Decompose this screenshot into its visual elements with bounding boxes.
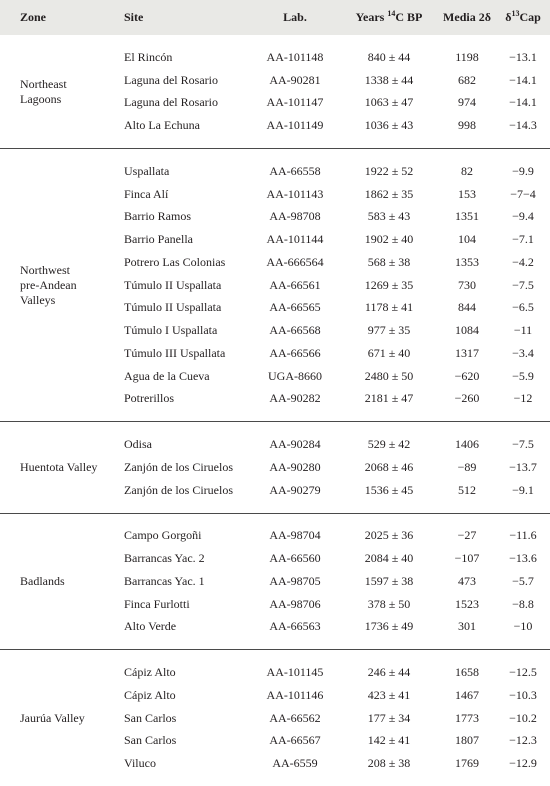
zone-label-line: Northeast xyxy=(20,76,67,91)
years-bp-cell: 246 ± 44 xyxy=(367,665,411,680)
zone-group xyxy=(0,513,550,650)
delta13c-cell: −7.1 xyxy=(512,232,534,247)
delta13c-cell: −14.1 xyxy=(509,72,537,87)
header-row xyxy=(0,0,550,35)
zone-label xyxy=(0,661,108,775)
site-cell: Odisa xyxy=(124,437,152,452)
zone-label xyxy=(0,525,108,639)
zone-label-line: Valleys xyxy=(20,292,56,307)
delta13c-cell: −13.6 xyxy=(509,551,537,566)
zone-label-line: Lagoons xyxy=(20,91,62,106)
media-cell: 1807 xyxy=(455,733,479,748)
zone-group xyxy=(0,422,550,513)
delta13c-cell: −3.4 xyxy=(512,345,534,360)
site-cell: Barrancas Yac. 1 xyxy=(124,573,205,588)
lab-code-cell: AA-90281 xyxy=(269,72,321,87)
zone-group xyxy=(0,149,550,422)
years-bp-cell: 568 ± 38 xyxy=(367,254,411,269)
years-bp-cell: 1536 ± 45 xyxy=(364,482,414,497)
delta13c-cell: −7−4 xyxy=(510,186,536,201)
lab-code-cell: AA-101149 xyxy=(266,118,324,133)
delta13c-cell: −12.9 xyxy=(509,756,537,771)
header-lab: Lab. xyxy=(283,10,307,24)
site-cell: Túmulo II Uspallata xyxy=(124,277,222,292)
zone-label-line: pre-Andean xyxy=(20,277,77,292)
lab-code-cell: AA-98708 xyxy=(269,209,321,224)
delta13c-cell: −10.3 xyxy=(509,687,537,702)
media-cell: 153 xyxy=(458,186,476,201)
delta13c-cell: −9.1 xyxy=(512,482,534,497)
delta13c-cell: −13.7 xyxy=(509,459,537,474)
media-cell: 301 xyxy=(458,619,476,634)
zone-label xyxy=(0,46,108,137)
site-cell: Barrio Ramos xyxy=(124,209,191,224)
zone-label xyxy=(0,433,108,501)
lab-code-cell: AA-101146 xyxy=(266,687,324,702)
years-bp-cell: 2068 ± 46 xyxy=(364,459,414,474)
group-spacer xyxy=(0,775,550,786)
zone-group xyxy=(0,35,550,149)
media-cell: 1769 xyxy=(455,756,479,771)
delta13c-cell: −7.5 xyxy=(512,277,534,292)
lab-code-cell: AA-66562 xyxy=(269,710,321,725)
lab-code-cell: AA-101148 xyxy=(266,49,324,64)
years-bp-cell: 1178 ± 41 xyxy=(364,300,414,315)
table-row xyxy=(0,46,550,69)
lab-code-cell: AA-6559 xyxy=(272,756,318,771)
group-spacer xyxy=(0,137,550,149)
site-cell: Túmulo II Uspallata xyxy=(124,300,222,315)
group-spacer xyxy=(0,650,550,662)
delta13c-cell: −10.2 xyxy=(509,710,537,725)
media-cell: 512 xyxy=(458,482,476,497)
media-cell: −107 xyxy=(454,551,480,566)
media-cell: 1198 xyxy=(455,49,479,64)
header-zone: Zone xyxy=(20,10,47,24)
years-bp-cell: 1338 ± 44 xyxy=(364,72,414,87)
media-cell: 844 xyxy=(458,300,476,315)
lab-code-cell: AA-101144 xyxy=(266,232,324,247)
years-bp-cell: 2181 ± 47 xyxy=(364,391,414,406)
header-delta-unit: Cap xyxy=(519,10,541,24)
media-cell: 1406 xyxy=(455,437,479,452)
lab-code-cell: AA-101147 xyxy=(266,95,324,110)
group-spacer xyxy=(0,638,550,650)
media-cell: 974 xyxy=(458,95,476,110)
site-cell: Uspallata xyxy=(124,163,170,178)
site-cell: El Rincón xyxy=(124,49,173,64)
site-cell: Laguna del Rosario xyxy=(124,95,218,110)
header-media: Media 2δ xyxy=(443,10,491,24)
zone-label-line: Huentota Valley xyxy=(20,459,98,474)
delta13c-cell: −14.3 xyxy=(509,118,537,133)
site-cell: Barrancas Yac. 2 xyxy=(124,551,205,566)
media-cell: 1084 xyxy=(455,323,479,338)
lab-code-cell: AA-66563 xyxy=(269,619,321,634)
media-cell: 1658 xyxy=(455,665,479,680)
delta13c-cell: −5.7 xyxy=(512,573,534,588)
years-bp-cell: 177 ± 34 xyxy=(367,710,411,725)
years-bp-cell: 529 ± 42 xyxy=(367,437,411,452)
group-spacer xyxy=(0,502,550,514)
media-cell: 1353 xyxy=(455,254,479,269)
site-cell: Alto La Echuna xyxy=(124,118,200,133)
delta13c-cell: −12.5 xyxy=(509,665,537,680)
lab-code-cell: AA-101145 xyxy=(266,665,324,680)
delta13c-cell: −4.2 xyxy=(512,254,534,269)
header-years-superscript: 14 xyxy=(387,9,396,18)
site-cell: San Carlos xyxy=(124,733,177,748)
media-cell: 1317 xyxy=(455,345,479,360)
media-cell: 730 xyxy=(458,277,476,292)
media-cell: −620 xyxy=(454,368,480,383)
lab-code-cell: AA-66568 xyxy=(269,323,321,338)
media-cell: 998 xyxy=(458,118,476,133)
table-row xyxy=(0,433,550,456)
media-cell: −89 xyxy=(457,459,477,474)
zone-group xyxy=(0,650,550,786)
delta13c-cell: −12.3 xyxy=(509,733,537,748)
site-cell: Potrero Las Colonias xyxy=(124,254,226,269)
header-years-text: Years xyxy=(355,10,388,24)
years-bp-cell: 1736 ± 49 xyxy=(364,619,414,634)
lab-code-cell: AA-90280 xyxy=(269,459,321,474)
years-bp-cell: 671 ± 40 xyxy=(367,345,411,360)
delta13c-cell: −7.5 xyxy=(512,437,534,452)
site-cell: Alto Verde xyxy=(124,619,177,634)
lab-code-cell: AA-66566 xyxy=(269,345,321,360)
site-cell: Campo Gorgoñi xyxy=(124,528,202,543)
zone-label xyxy=(0,160,108,410)
site-cell: Agua de la Cueva xyxy=(124,368,210,383)
site-cell: Túmulo III Uspallata xyxy=(124,345,226,360)
group-spacer xyxy=(0,513,550,525)
media-cell: −260 xyxy=(454,391,480,406)
years-bp-cell: 840 ± 44 xyxy=(367,49,411,64)
media-cell: 1467 xyxy=(455,687,479,702)
site-cell: Finca Furlotti xyxy=(124,596,190,611)
years-bp-cell: 583 ± 43 xyxy=(367,209,411,224)
table-header xyxy=(0,0,550,35)
group-spacer xyxy=(0,35,550,46)
lab-code-cell: AA-101143 xyxy=(266,186,324,201)
lab-code-cell: AA-66558 xyxy=(269,163,321,178)
media-cell: −27 xyxy=(457,528,477,543)
site-cell: Zanjón de los Ciruelos xyxy=(124,459,233,474)
delta13c-cell: −13.1 xyxy=(509,49,537,64)
years-bp-cell: 208 ± 38 xyxy=(367,756,411,771)
years-bp-cell: 1269 ± 35 xyxy=(364,277,414,292)
site-cell: Finca Alí xyxy=(124,186,169,201)
years-bp-cell: 2084 ± 40 xyxy=(364,551,414,566)
media-cell: 1773 xyxy=(455,710,479,725)
years-bp-cell: 1922 ± 52 xyxy=(364,163,414,178)
zone-label-line: Northwest xyxy=(20,262,70,277)
table-row xyxy=(0,160,550,183)
lab-code-cell: AA-98704 xyxy=(269,528,321,543)
zone-label-line: Jaurúa Valley xyxy=(20,710,85,725)
delta13c-cell: −10 xyxy=(513,619,533,634)
header-years-bp xyxy=(340,0,438,35)
delta13c-cell: −9.4 xyxy=(512,209,534,224)
media-cell: 1523 xyxy=(455,596,479,611)
years-bp-cell: 1862 ± 35 xyxy=(364,186,414,201)
site-cell: Laguna del Rosario xyxy=(124,72,218,87)
lab-code-cell: AA-98706 xyxy=(269,596,321,611)
delta13c-cell: −5.9 xyxy=(512,368,534,383)
years-bp-cell: 378 ± 50 xyxy=(367,596,411,611)
years-bp-cell: 1063 ± 47 xyxy=(364,95,414,110)
site-cell: San Carlos xyxy=(124,710,177,725)
years-bp-cell: 1036 ± 43 xyxy=(364,118,414,133)
header-delta13c xyxy=(496,0,550,35)
years-bp-cell: 423 ± 41 xyxy=(367,687,411,702)
lab-code-cell: AA-66567 xyxy=(269,733,321,748)
years-bp-cell: 2025 ± 36 xyxy=(364,528,414,543)
site-cell: Zanjón de los Ciruelos xyxy=(124,482,233,497)
media-cell: 473 xyxy=(458,573,476,588)
header-delta-symbol: δ xyxy=(505,10,512,24)
delta13c-cell: −14.1 xyxy=(509,95,537,110)
delta13c-cell: −8.8 xyxy=(512,596,534,611)
lab-code-cell: AA-66560 xyxy=(269,551,321,566)
lab-code-cell: AA-90279 xyxy=(269,482,321,497)
site-cell: Cápiz Alto xyxy=(124,665,176,680)
years-bp-cell: 977 ± 35 xyxy=(367,323,411,338)
site-cell: Túmulo I Uspallata xyxy=(124,323,218,338)
delta13c-cell: −11.6 xyxy=(509,528,537,543)
zone-label-line: Badlands xyxy=(20,573,65,588)
media-cell: 104 xyxy=(458,232,476,247)
site-cell: Barrio Panella xyxy=(124,232,193,247)
years-bp-cell: 2480 ± 50 xyxy=(364,368,414,383)
lab-code-cell: AA-66565 xyxy=(269,300,321,315)
table-row xyxy=(0,661,550,684)
years-bp-cell: 142 ± 41 xyxy=(367,733,411,748)
lab-code-cell: AA-98705 xyxy=(269,573,321,588)
lab-code-cell: AA-90284 xyxy=(269,437,321,452)
years-bp-cell: 1902 ± 40 xyxy=(364,232,414,247)
header-site: Site xyxy=(124,10,144,24)
header-years-unit: C BP xyxy=(395,10,423,24)
media-cell: 682 xyxy=(458,72,476,87)
site-cell: Cápiz Alto xyxy=(124,687,176,702)
delta13c-cell: −12 xyxy=(513,391,533,406)
site-cell: Potrerillos xyxy=(124,391,174,406)
lab-code-cell: AA-666564 xyxy=(266,254,324,269)
group-spacer xyxy=(0,410,550,422)
lab-code-cell: UGA-8660 xyxy=(268,368,322,383)
delta13c-cell: −9.9 xyxy=(512,163,534,178)
header-delta-superscript: 13 xyxy=(511,9,520,18)
group-spacer xyxy=(0,422,550,434)
lab-code-cell: AA-66561 xyxy=(269,277,321,292)
years-bp-cell: 1597 ± 38 xyxy=(364,573,414,588)
group-spacer xyxy=(0,149,550,161)
media-cell: 82 xyxy=(461,163,473,178)
media-cell: 1351 xyxy=(455,209,479,224)
site-cell: Viluco xyxy=(124,756,156,771)
delta13c-cell: −6.5 xyxy=(512,300,534,315)
table-row xyxy=(0,525,550,548)
lab-code-cell: AA-90282 xyxy=(269,391,321,406)
delta13c-cell: −11 xyxy=(513,323,533,338)
